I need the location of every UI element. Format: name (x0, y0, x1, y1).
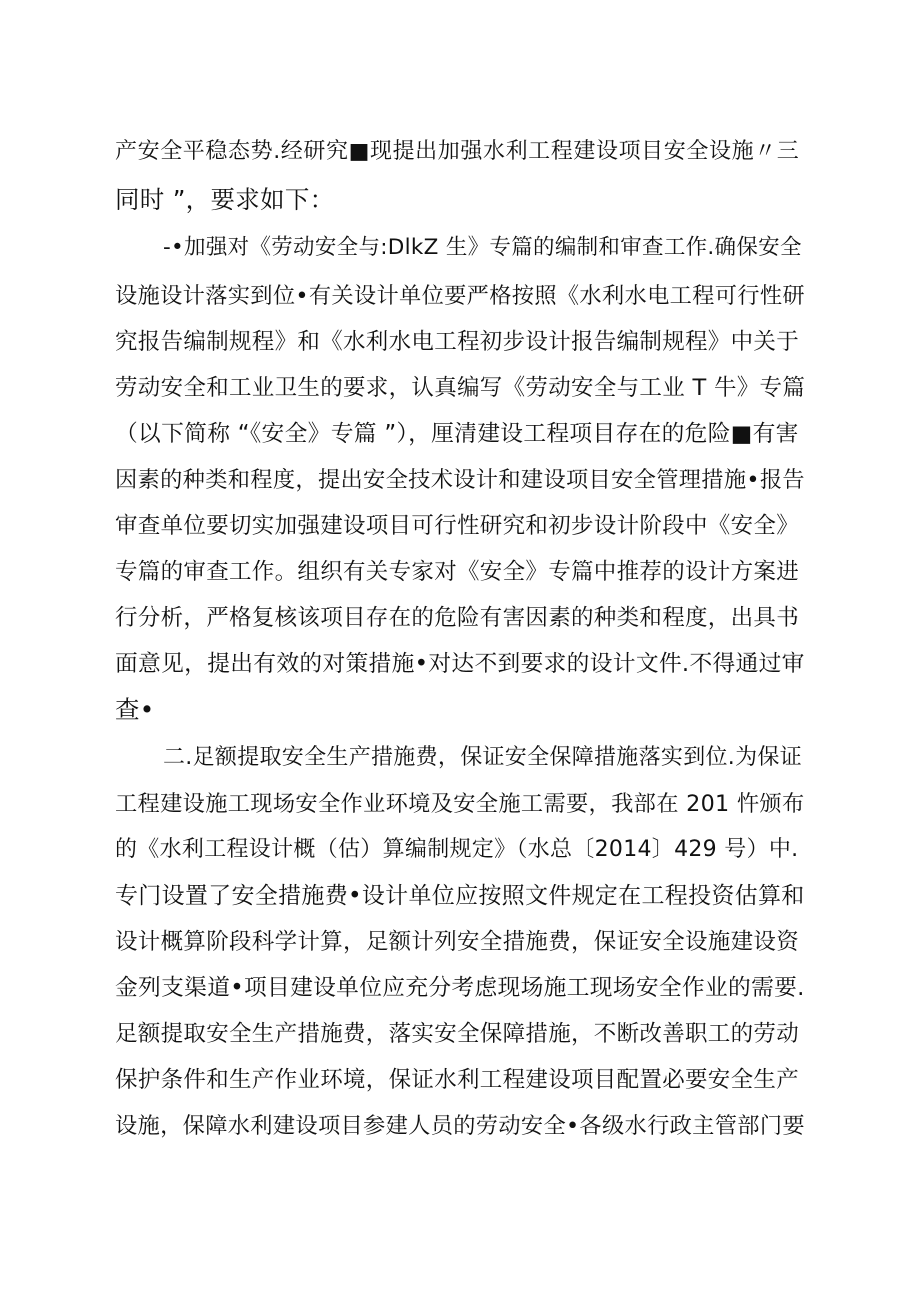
text-line: 保护条件和生产作业环境，保证水利工程建设项目配置必要安全生产 (115, 1067, 800, 1093)
text-line: 设计概算阶段科学计算，足额计列安全措施费，保证安全设施建设资 (115, 929, 800, 955)
text-line: 工程建设施工现场安全作业环境及安全施工需要，我部在 201 忤颁布 (115, 791, 805, 817)
text-line: 金列支渠道•项目建设单位应充分考虑现场施工现场安全作业的需要. (115, 975, 805, 1001)
text-line: 行分析，严格复核该项目存在的危险有害因素的种类和程度，出具书 (115, 605, 800, 631)
text-line: 因素的种类和程度，提出安全技术设计和建设项目安全管理措施•报告 (115, 467, 805, 493)
text-line: 查• (115, 695, 155, 724)
text-line: 设施，保障水利建设项目参建人员的劳动安全•各级水行政主管部门要 (115, 1113, 805, 1139)
text-line: 的《水利工程设计概（估）算编制规定》（水总〔2014〕429 号）中. (115, 837, 799, 862)
text-line: -•加强对《劳动安全与:DlkZ 生》专篇的编制和审查工作.确保安全 (163, 235, 802, 260)
text-line: 产安全平稳态势.经研究■现提出加强水利工程建设项目安全设施〃三 (115, 139, 800, 164)
text-line: 设施设计落实到位•有关设计单位要严格按照《水利水电工程可行性研 (115, 283, 805, 309)
text-line: 究报告编制规程》和《水利水电工程初步设计报告编制规程》中关于 (115, 329, 800, 355)
text-line: 审查单位要切实加强建设项目可行性研究和初步设计阶段中《安全》 (115, 513, 800, 539)
text-line: 专篇的审查工作。组织有关专家对《安全》专篇中推荐的设计方案进 (115, 559, 800, 585)
text-line: （以下简称 “《安全》专篇 ”），厘清建设工程项目存在的危险■有害 (115, 421, 799, 447)
text-line: 面意见，提出有效的对策措施•对达不到要求的设计文件.不得通过审 (115, 651, 805, 677)
text-line: 劳动安全和工业卫生的要求，认真编写《劳动安全与工业 T 牛》专篇 (115, 375, 806, 401)
text-line: 同时 ”，要求如下： (115, 185, 335, 214)
text-line: 足额提取安全生产措施费，落实安全保障措施，不断改善职工的劳动 (115, 1021, 800, 1047)
text-line: 二.足额提取安全生产措施费，保证安全保障措施落实到位.为保证 (163, 745, 802, 770)
text-line: 专门设置了安全措施费•设计单位应按照文件规定在工程投资估算和 (115, 883, 805, 909)
